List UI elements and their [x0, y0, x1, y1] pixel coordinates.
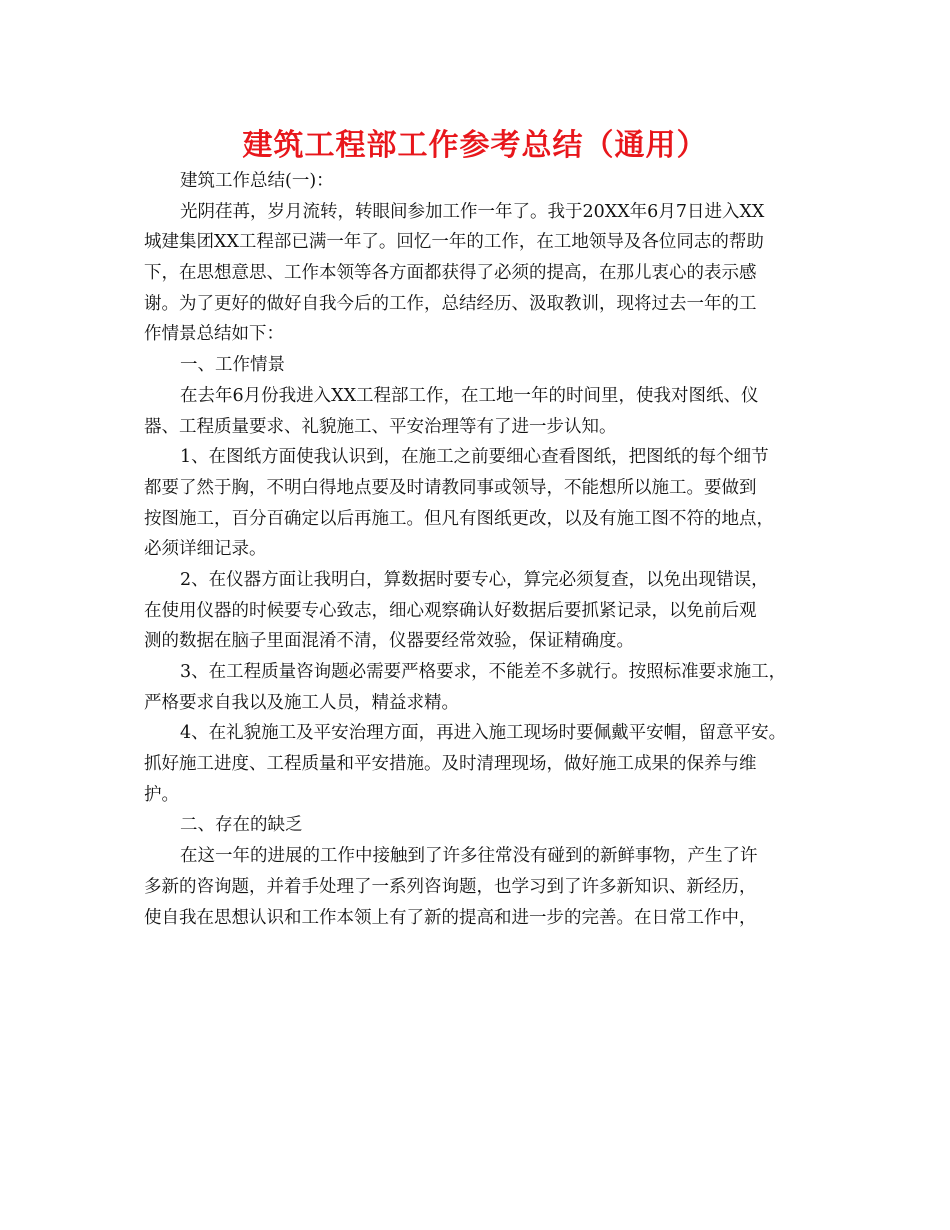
text-line: 在使用仪器的时候要专心致志，细心观察确认好数据后要抓紧记录，以免前后观 [144, 600, 757, 621]
text-line: 谢。为了更好的做好自我今后的工作，总结经历、汲取教训，现将过去一年的工 [144, 293, 757, 314]
text-line: 4、在礼貌施工及平安治理方面，再进入施工现场时要佩戴平安帽，留意平安。 [180, 723, 787, 744]
text-line: 护。 [144, 784, 179, 805]
text-line: 按图施工，百分百确定以后再施工。但凡有图纸更改，以及有施工图不符的地点， [144, 508, 774, 529]
text-line: 都要了然于胸，不明白得地点要及时请教同事或领导，不能想所以施工。要做到 [144, 477, 757, 498]
text-line: 严格要求自我以及施工人员，精益求精。 [144, 692, 459, 713]
text-line: 必须详细记录。 [144, 539, 267, 560]
text-line: 使自我在思想认识和工作本领上有了新的提高和进一步的完善。在日常工作中， [144, 907, 757, 928]
text-line: 1、在图纸方面使我认识到，在施工之前要细心查看图纸，把图纸的每个细节 [180, 447, 769, 468]
text-line: 作情景总结如下： [144, 324, 284, 345]
document-body [144, 166, 824, 933]
text-line: 下，在思想意思、工作本领等各方面都获得了必须的提高，在那儿衷心的表示感 [144, 263, 757, 284]
text-line: 多新的咨询题，并着手处理了一系列咨询题，也学习到了许多新知识、新经历， [144, 876, 757, 897]
text-line: 在去年6月份我进入XX工程部工作，在工地一年的时间里，使我对图纸、仪 [180, 385, 759, 406]
text-line: 在这一年的进展的工作中接触到了许多往常没有碰到的新鲜事物，产生了许 [180, 846, 758, 867]
text-line: 建筑工作总结(一)： [180, 171, 334, 191]
text-line: 光阴荏苒，岁月流转，转眼间参加工作一年了。我于20XX年6月7日进入XX [180, 201, 765, 222]
text-line: 器、工程质量要求、礼貌施工、平安治理等有了进一步认知。 [144, 416, 617, 437]
text-line: 测的数据在脑子里面混淆不清，仪器要经常效验，保证精确度。 [144, 631, 634, 652]
text-line: 二、存在的缺乏 [180, 815, 303, 836]
text-line: 一、工作情景 [180, 355, 285, 376]
text-line: 城建集团XX工程部已满一年了。回忆一年的工作，在工地领导及各位同志的帮助 [144, 232, 764, 253]
document-title: 建筑工程部工作参考总结（通用） [242, 128, 708, 163]
text-line: 3、在工程质量咨询题必需要严格要求，不能差不多就行。按照标准要求施工， [180, 662, 787, 682]
text-line: 2、在仪器方面让我明白，算数据时要专心，算完必须复查，以免出现错误， [180, 569, 769, 590]
text-line: 抓好施工进度、工程质量和平安措施。及时清理现场，做好施工成果的保养与维 [144, 754, 757, 775]
